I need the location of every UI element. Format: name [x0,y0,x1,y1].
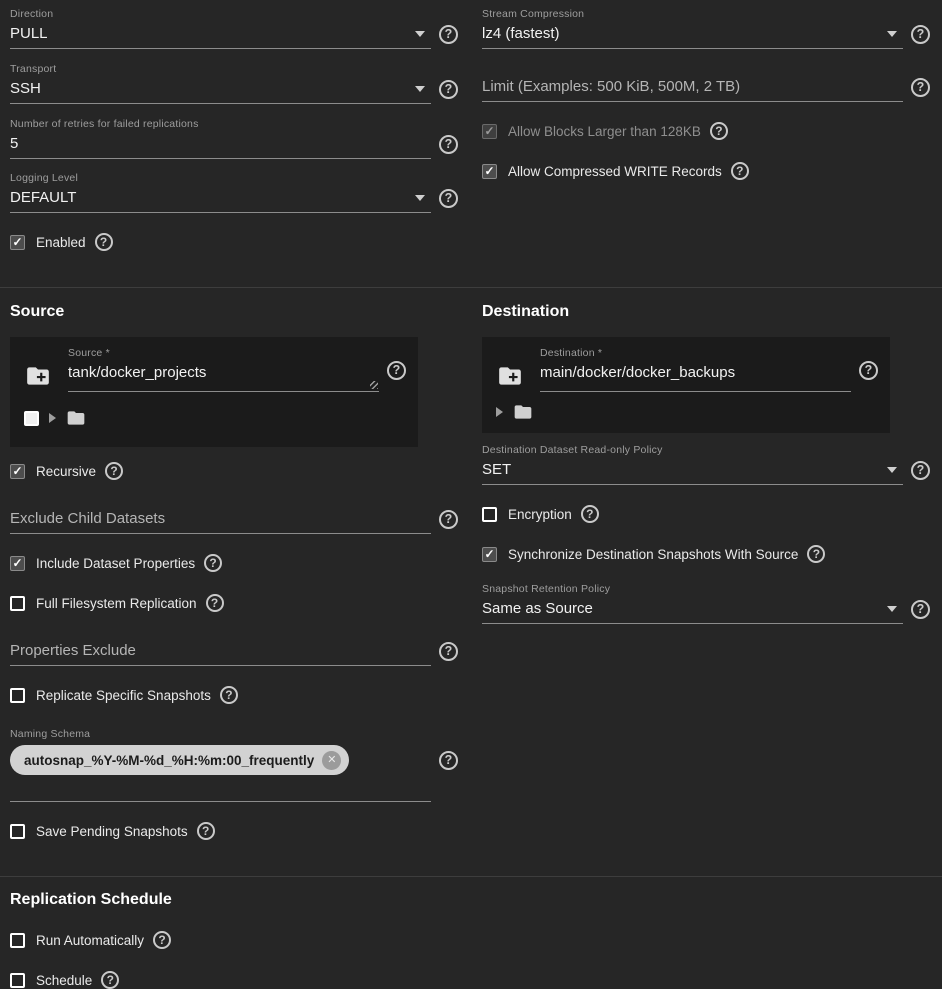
exclude-child-placeholder: Exclude Child Datasets [10,510,166,527]
create-dataset-icon[interactable] [494,363,526,389]
props-exclude-field [10,642,458,666]
direction-field [10,8,458,49]
run-auto-help-icon[interactable]: ? [153,931,171,949]
retries-input[interactable] [10,135,431,159]
save-pending-row [10,822,458,840]
stream-compression-field [482,8,930,49]
logging-level-label: Logging Level [10,172,78,184]
include-props-row [10,554,458,572]
readonly-policy-field [482,444,930,485]
chevron-down-icon [887,606,897,612]
naming-schema-field [10,728,458,802]
source-dataset-value: tank/docker_projects [68,364,207,381]
include-props-label: Include Dataset Properties [36,555,196,571]
folder-icon[interactable] [64,408,88,428]
allow-blocks-label: Allow Blocks Larger than 128KB [508,123,701,139]
check-icon: ✓ [12,235,23,249]
allow-compressed-help-icon[interactable]: ? [731,162,749,180]
general-left-column [10,8,458,251]
chevron-down-icon [415,31,425,37]
sync-snapshots-help-icon[interactable]: ? [807,545,825,563]
allow-blocks-help-icon[interactable]: ? [710,122,728,140]
schedule-row [10,971,942,989]
retries-value: 5 [10,135,19,152]
sync-snapshots-checkbox[interactable] [482,547,497,562]
source-dataset-input[interactable] [68,364,379,392]
chevron-down-icon [415,195,425,201]
destination-dataset-value: main/docker/docker_backups [540,364,736,381]
tree-node-checkbox[interactable] [24,411,39,426]
source-heading: Source [10,303,65,320]
retries-field [10,118,458,159]
source-tree-panel [10,337,418,447]
section-divider [0,876,942,877]
direction-select[interactable] [10,25,431,49]
include-props-checkbox[interactable] [10,556,25,571]
replicate-specific-checkbox[interactable] [10,688,25,703]
save-pending-help-icon[interactable]: ? [197,822,215,840]
expand-arrow-icon[interactable] [49,413,56,423]
section-divider [0,287,942,288]
run-auto-label: Run Automatically [36,932,145,948]
readonly-policy-value: SET [482,461,512,478]
recursive-checkbox[interactable] [10,464,25,479]
retention-policy-label: Snapshot Retention Policy [482,583,611,595]
full-fs-help-icon[interactable]: ? [206,594,224,612]
naming-schema-chip[interactable] [10,745,349,775]
allow-compressed-row [482,162,930,180]
allow-compressed-label: Allow Compressed WRITE Records [508,163,722,179]
source-tree-row [24,408,406,428]
destination-tree-panel [482,337,890,433]
expand-arrow-icon[interactable] [496,407,503,417]
check-icon: ✓ [484,547,495,561]
logging-level-field [10,172,458,213]
replicate-specific-label: Replicate Specific Snapshots [36,687,211,703]
props-exclude-help-icon[interactable]: ? [439,642,458,661]
transport-label: Transport [10,63,57,75]
save-pending-checkbox[interactable] [10,824,25,839]
encryption-help-icon[interactable]: ? [581,505,599,523]
limit-field [482,78,930,102]
run-auto-checkbox[interactable] [10,933,25,948]
logging-level-select[interactable] [10,189,431,213]
source-column [10,303,458,840]
exclude-child-help-icon[interactable]: ? [439,510,458,529]
replicate-specific-row [10,686,458,704]
logging-level-help-icon[interactable]: ? [439,189,458,208]
retries-help-icon[interactable]: ? [439,135,458,154]
resize-handle[interactable] [370,381,378,389]
source-dataset-label: Source * [68,347,110,359]
chevron-down-icon [887,31,897,37]
naming-schema-label: Naming Schema [10,728,91,740]
stream-compression-help-icon[interactable]: ? [911,25,930,44]
check-icon: ✓ [484,164,495,178]
readonly-policy-help-icon[interactable]: ? [911,461,930,480]
readonly-policy-select[interactable] [482,461,903,485]
general-options [0,0,942,251]
stream-compression-label: Stream Compression [482,8,585,20]
retries-label: Number of retries for failed replications [10,118,199,130]
source-dataset-help-icon[interactable]: ? [387,361,406,380]
schedule-checkbox[interactable] [10,973,25,988]
recursive-help-icon[interactable]: ? [105,462,123,480]
check-icon: ✓ [12,464,23,478]
allow-compressed-checkbox[interactable] [482,164,497,179]
general-right-column [482,8,930,251]
naming-schema-input[interactable] [10,745,431,802]
naming-schema-help-icon[interactable]: ? [439,751,458,770]
readonly-policy-label: Destination Dataset Read-only Policy [482,444,663,456]
full-fs-label: Full Filesystem Replication [36,595,197,611]
retention-policy-field [482,583,930,624]
chevron-down-icon [415,86,425,92]
stream-compression-value: lz4 (fastest) [482,25,560,42]
limit-placeholder: Limit (Examples: 500 KiB, 500M, 2 TB) [482,78,741,95]
recursive-row [10,462,458,480]
save-pending-label: Save Pending Snapshots [36,823,188,839]
full-fs-row [10,594,458,612]
logging-level-value: DEFAULT [10,189,77,206]
schedule-help-icon[interactable]: ? [101,971,119,989]
folder-icon[interactable] [511,402,535,422]
chip-remove-icon[interactable]: ✕ [322,751,341,770]
encryption-row [482,505,930,523]
schedule-heading: Replication Schedule [10,891,172,908]
transport-value: SSH [10,80,41,97]
source-destination-section [0,303,942,840]
allow-blocks-checkbox [482,124,497,139]
retention-policy-select[interactable] [482,600,903,624]
limit-input[interactable] [482,78,903,102]
destination-dataset-label: Destination * [540,347,603,359]
destination-column [482,303,930,840]
enabled-row [10,233,458,251]
props-exclude-placeholder: Properties Exclude [10,642,136,659]
exclude-child-field [10,510,458,534]
destination-heading: Destination [482,303,570,320]
exclude-child-input[interactable] [10,510,431,534]
schedule-label: Schedule [36,972,93,988]
sync-snapshots-row [482,545,930,563]
destination-dataset-input[interactable] [540,364,851,392]
full-fs-checkbox[interactable] [10,596,25,611]
create-dataset-icon[interactable] [22,363,54,389]
check-icon: ✓ [12,556,23,570]
stream-compression-select[interactable] [482,25,903,49]
direction-value: PULL [10,25,48,42]
allow-blocks-row [482,122,930,140]
recursive-label: Recursive [36,463,97,479]
schedule-section [0,891,942,989]
run-auto-row [10,931,942,949]
naming-schema-chip-text: autosnap_%Y-%M-%d_%H:%m:00_frequently [24,752,315,768]
limit-help-icon[interactable]: ? [911,78,930,97]
encryption-label: Encryption [508,506,572,522]
transport-field [10,63,458,104]
props-exclude-input[interactable] [10,642,431,666]
chevron-down-icon [887,467,897,473]
check-icon: ✓ [484,124,495,138]
enabled-checkbox[interactable] [10,235,25,250]
retention-policy-help-icon[interactable]: ? [911,600,930,619]
retention-policy-value: Same as Source [482,600,593,617]
direction-label: Direction [10,8,54,20]
enabled-help-icon[interactable]: ? [95,233,113,251]
destination-dataset-help-icon[interactable]: ? [859,361,878,380]
transport-help-icon[interactable]: ? [439,80,458,99]
include-props-help-icon[interactable]: ? [204,554,222,572]
encryption-checkbox[interactable] [482,507,497,522]
destination-tree-row [496,402,878,422]
replicate-specific-help-icon[interactable]: ? [220,686,238,704]
sync-snapshots-label: Synchronize Destination Snapshots With Source [508,546,799,562]
direction-help-icon[interactable]: ? [439,25,458,44]
transport-select[interactable] [10,80,431,104]
enabled-label: Enabled [36,234,86,250]
